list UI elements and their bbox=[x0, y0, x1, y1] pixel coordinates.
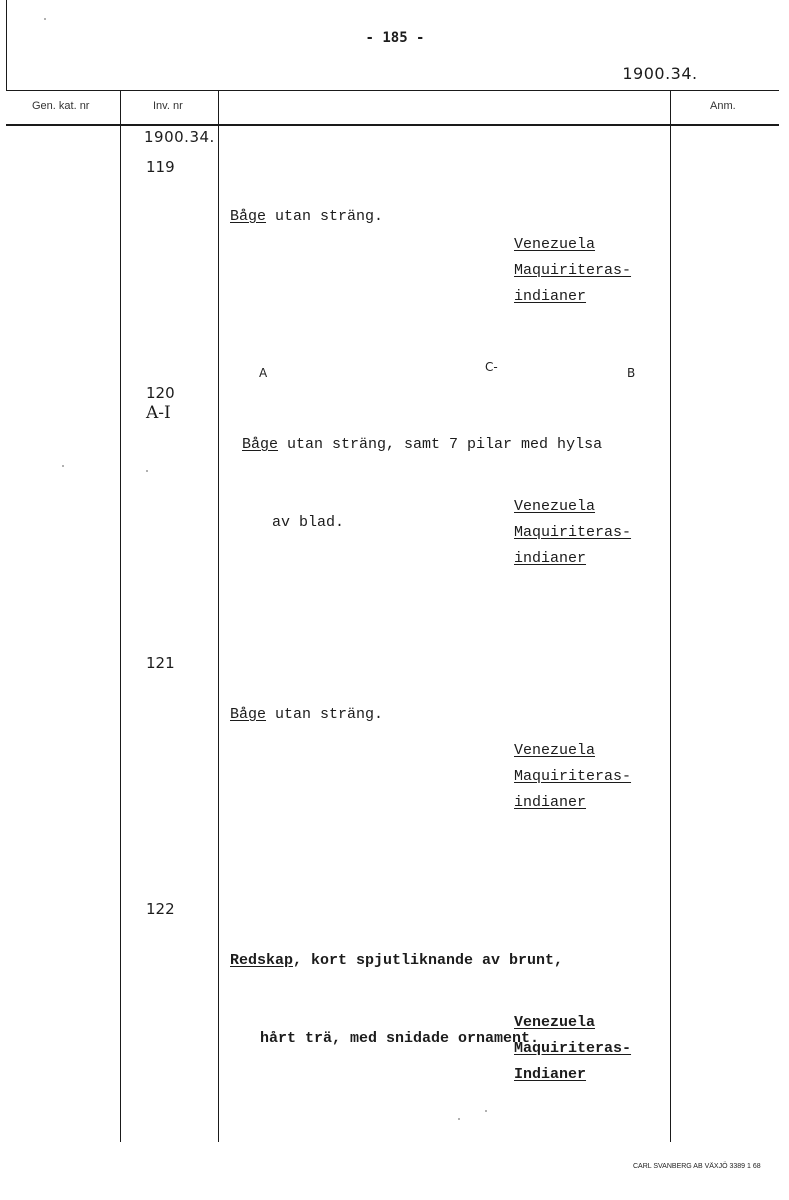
scan-speck bbox=[62, 465, 64, 467]
column-header-anm: Anm. bbox=[710, 100, 736, 112]
collection-label: 1900.34. bbox=[144, 128, 215, 146]
scan-speck bbox=[44, 18, 46, 20]
location-group: Maquiriteras- bbox=[514, 262, 632, 279]
location-people: indianer bbox=[514, 550, 587, 567]
entry-location bbox=[514, 232, 674, 310]
inv-subrange: A-I bbox=[146, 403, 171, 423]
location-country: Venezuela bbox=[514, 498, 596, 515]
entry-title: Redskap bbox=[230, 952, 294, 969]
location-people: indianer bbox=[514, 794, 587, 811]
inv-number: 120 bbox=[146, 384, 175, 402]
entry-location bbox=[514, 1010, 674, 1088]
location-country: Venezuela bbox=[514, 236, 596, 253]
entry-text-line2: hårt trä, med snidade ornament. bbox=[260, 1030, 540, 1047]
inv-number: 121 bbox=[146, 654, 175, 672]
entry-location bbox=[514, 738, 674, 816]
entry-text-line2: av blad. bbox=[272, 514, 345, 531]
entry-text: utan sträng. bbox=[266, 706, 384, 723]
entry-title: Båge bbox=[230, 706, 267, 723]
location-people: Indianer bbox=[514, 1066, 587, 1083]
left-margin-line bbox=[6, 0, 7, 90]
entry-title: Båge bbox=[230, 208, 267, 225]
column-divider-2 bbox=[218, 90, 219, 1142]
column-divider-1 bbox=[120, 90, 121, 1142]
inv-number: 122 bbox=[146, 900, 175, 918]
location-country: Venezuela bbox=[514, 742, 596, 759]
page-number: - 185 - bbox=[365, 30, 425, 46]
scan-speck bbox=[146, 470, 148, 472]
handwritten-mark-a: A bbox=[259, 366, 268, 380]
scan-speck bbox=[458, 1118, 460, 1120]
entry-location bbox=[514, 494, 674, 572]
location-group: Maquiriteras- bbox=[514, 768, 632, 785]
entry-text: , kort spjutliknande av brunt, bbox=[293, 952, 564, 969]
location-group: Maquiriteras- bbox=[514, 524, 632, 541]
entry-text: utan sträng. bbox=[266, 208, 384, 225]
location-group: Maquiriteras- bbox=[514, 1040, 632, 1057]
scan-speck bbox=[485, 1110, 487, 1112]
header-top-rule bbox=[6, 90, 779, 91]
header-catalog-number: 1900.34. bbox=[622, 64, 698, 83]
handwritten-mark-b: B bbox=[627, 366, 636, 380]
header-bottom-rule bbox=[6, 124, 779, 126]
inv-number: 119 bbox=[146, 158, 175, 176]
location-country: Venezuela bbox=[514, 1014, 596, 1031]
entry-text: utan sträng, samt 7 pilar med hylsa bbox=[278, 436, 603, 453]
entry-title: Båge bbox=[242, 436, 279, 453]
location-people: indianer bbox=[514, 288, 587, 305]
column-header-gen-kat-nr: Gen. kat. nr bbox=[32, 100, 90, 112]
column-header-inv-nr: Inv. nr bbox=[153, 100, 183, 112]
handwritten-mark-c: C- bbox=[485, 360, 498, 374]
printer-imprint: CARL SVANBERG AB VÄXJÖ 3389 1 68 bbox=[633, 1163, 761, 1170]
